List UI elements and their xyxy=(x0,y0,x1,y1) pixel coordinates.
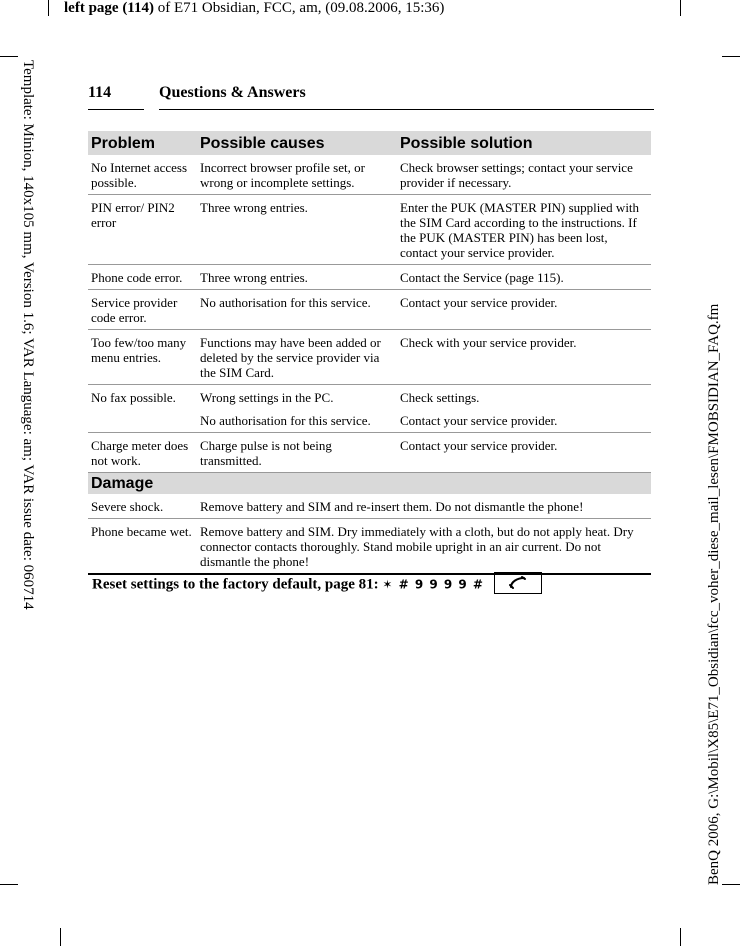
problem-cell: Charge meter does not work. xyxy=(88,433,197,473)
problem-cell: PIN error/ PIN2 error xyxy=(88,195,197,265)
template-info xyxy=(16,60,36,660)
cause-cell: Functions may have been added or deleted by the service provider via the SIM Card. xyxy=(197,330,397,385)
column-header-causes: Possible causes xyxy=(197,131,397,155)
table-row xyxy=(88,519,651,575)
crop-mark xyxy=(680,0,681,16)
solution-cell: Contact your service provider. xyxy=(397,290,651,330)
crop-mark xyxy=(722,56,740,57)
cause-cell: Three wrong entries. xyxy=(197,265,397,290)
damage-section-row xyxy=(88,473,651,495)
table-row xyxy=(88,494,651,519)
reset-text: Reset settings to the factory default, page 81: xyxy=(92,576,383,593)
problem-cell: Service provider code error. xyxy=(88,290,197,330)
solution-cell: Remove battery and SIM. Dry immediately with a cloth, but do not apply heat. Dry connector contacts thoroughly. Stand mobile upright in an air current. Do not dismantle the phone! xyxy=(197,519,651,575)
solution-cell: Check browser settings; contact your service provider if necessary. xyxy=(397,155,651,195)
problem-cell: Phone became wet. xyxy=(88,519,197,575)
table-row xyxy=(88,330,651,385)
page-number: 114 xyxy=(88,84,112,101)
solution-cell: Check with your service provider. xyxy=(397,330,651,385)
solution-cell xyxy=(397,385,651,433)
section-title: Questions & Answers xyxy=(159,84,306,101)
page-heading xyxy=(88,84,654,110)
print-header-page: left page (114) xyxy=(64,0,154,16)
table-row xyxy=(88,195,651,265)
reset-key-sequence: ✶ # 9 9 9 9 # xyxy=(382,577,484,592)
column-header-solution: Possible solution xyxy=(397,131,651,155)
cause-cell: No authorisation for this service. xyxy=(197,290,397,330)
solution-cell: Contact the Service (page 115). xyxy=(397,265,651,290)
heading-rule xyxy=(159,109,654,110)
problem-cell: Too few/too many menu entries. xyxy=(88,330,197,385)
damage-section-header: Damage xyxy=(88,473,651,495)
crop-mark xyxy=(0,884,18,885)
print-header xyxy=(64,0,444,17)
table-row xyxy=(88,433,651,473)
table-row xyxy=(88,290,651,330)
cause-line: No authorisation for this service. xyxy=(200,413,371,428)
file-path-text: BenQ 2006, G:\Mobil\X85\E71_Obsidian\fcc_voher_diese_mail_lesen\FMOBSIDIAN_FAQ.fm xyxy=(706,303,722,885)
problem-cell: No fax possible. xyxy=(88,385,197,433)
table-row xyxy=(88,265,651,290)
solution-line: Check settings. xyxy=(400,390,480,405)
file-path xyxy=(706,235,726,885)
crop-mark xyxy=(0,56,18,57)
problem-cell: Phone code error. xyxy=(88,265,197,290)
problem-cell: No Internet access possible. xyxy=(88,155,197,195)
column-header-problem: Problem xyxy=(88,131,197,155)
faq-table xyxy=(88,131,651,575)
solution-line: Contact your service provider. xyxy=(400,413,558,428)
cause-cell: Charge pulse is not being transmitted. xyxy=(197,433,397,473)
template-info-text: Template: Minion, 140x105 mm, Version 1.6; VAR Language: am; VAR issue date: 060714 xyxy=(20,60,36,610)
crop-mark xyxy=(48,0,49,16)
heading-rule xyxy=(88,109,144,110)
problem-cell: Severe shock. xyxy=(88,494,197,519)
cause-cell: Three wrong entries. xyxy=(197,195,397,265)
cause-cell: Incorrect browser profile set, or wrong or incomplete settings. xyxy=(197,155,397,195)
solution-cell: Enter the PUK (MASTER PIN) supplied with the SIM Card according to the instructions. If the PUK (MASTER PIN) has been lost, contact your service provider. xyxy=(397,195,651,265)
solution-cell: Contact your service provider. xyxy=(397,433,651,473)
call-key-icon xyxy=(494,572,542,594)
reset-instruction xyxy=(92,574,542,596)
cause-line: Wrong settings in the PC. xyxy=(200,390,334,405)
crop-mark xyxy=(680,928,681,946)
table-row xyxy=(88,155,651,195)
solution-cell: Remove battery and SIM and re-insert them. Do not dismantle the phone! xyxy=(197,494,651,519)
crop-mark xyxy=(60,928,61,946)
print-header-info: of E71 Obsidian, FCC, am, (09.08.2006, 15:36) xyxy=(153,0,445,16)
table-row xyxy=(88,385,651,433)
cause-cell xyxy=(197,385,397,433)
table-header-row xyxy=(88,131,651,155)
